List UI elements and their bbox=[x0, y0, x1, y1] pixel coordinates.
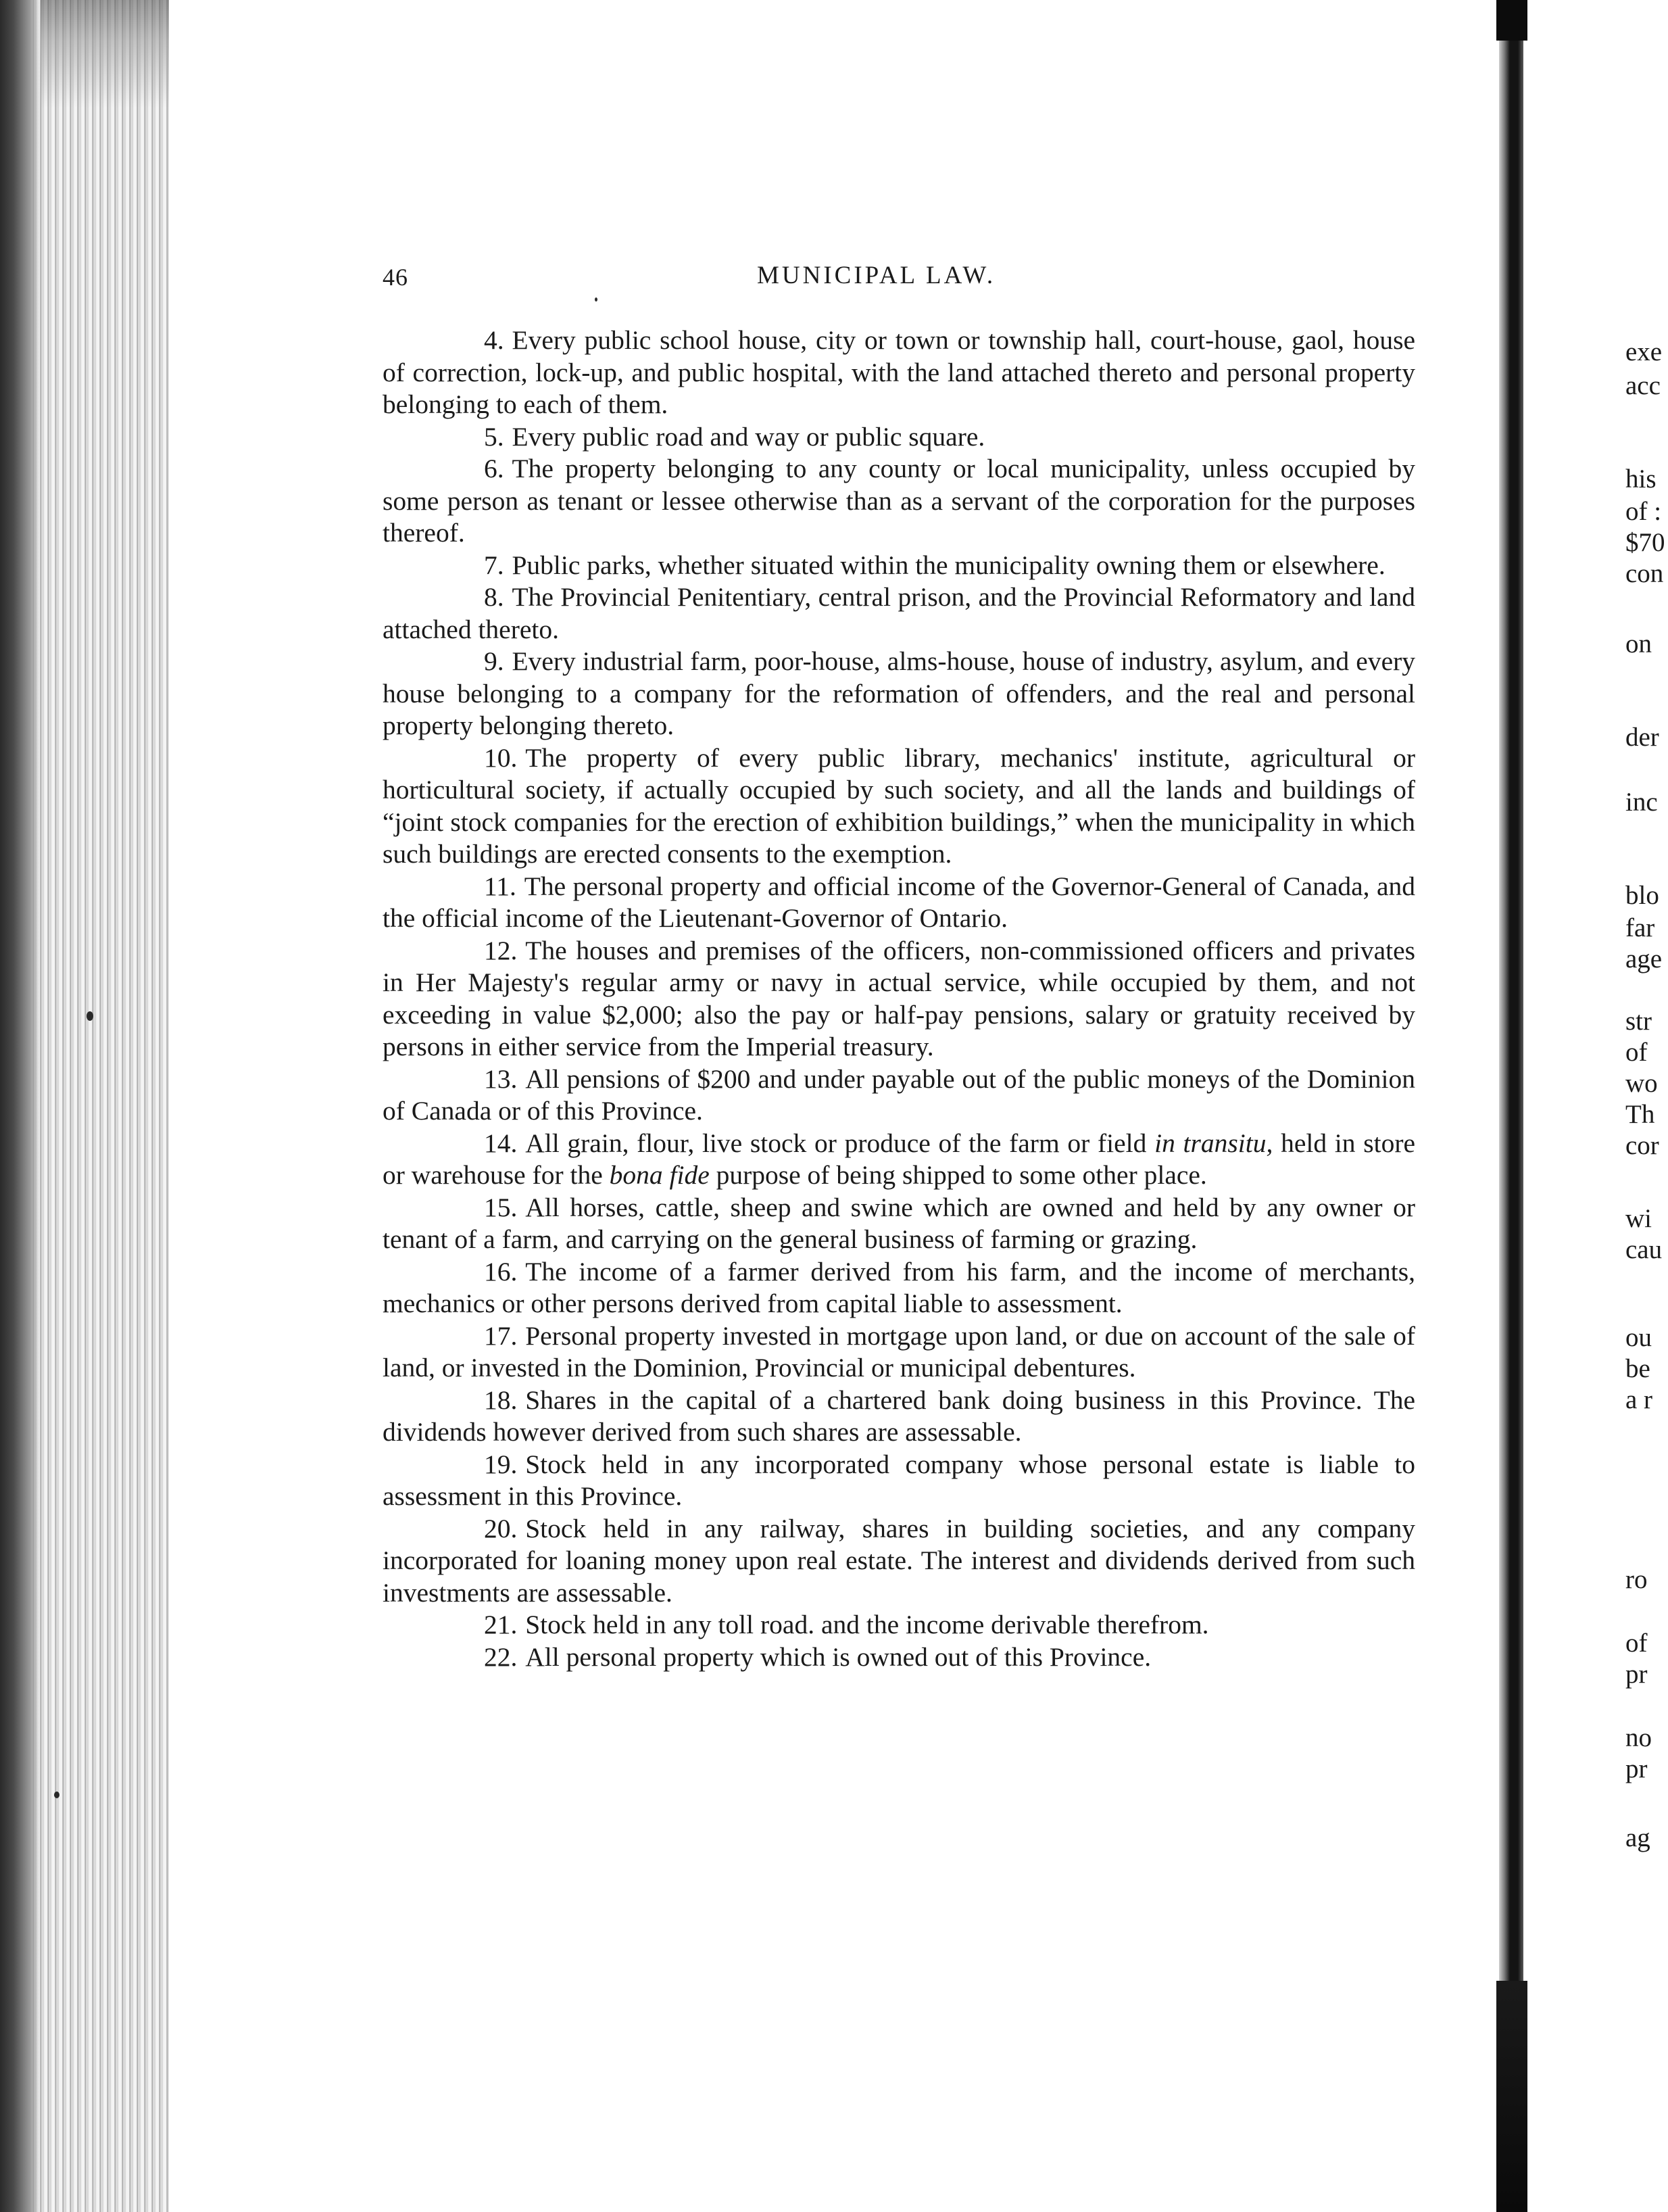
item-number: 21. bbox=[484, 1610, 518, 1639]
item-text: All horses, cattle, sheep and swine which are owned and held by any owner or tenant of a farm, and carrying on the general business of farming or grazing. bbox=[383, 1192, 1415, 1254]
scan-speck bbox=[54, 1792, 59, 1798]
item-text: All pensions of $200 and under payable out of the public moneys of the Dominion of Canada or of this Province. bbox=[383, 1063, 1415, 1126]
facing-page-text: cau bbox=[1625, 1235, 1663, 1264]
exemption-item-4 bbox=[383, 324, 1415, 421]
item-number: 12. bbox=[484, 935, 518, 965]
facing-page-text: exe bbox=[1625, 337, 1663, 366]
facing-page-text: con bbox=[1625, 559, 1664, 588]
item-number: 7. bbox=[484, 550, 504, 580]
gutter-bottom-shadow bbox=[1496, 1981, 1527, 2212]
book-edge-shadow bbox=[0, 0, 41, 2212]
item-text: Stock held in any toll road. and the income derivable therefrom. bbox=[525, 1610, 1209, 1639]
exemption-item-5 bbox=[383, 421, 1415, 454]
facing-page-text: age bbox=[1625, 944, 1663, 973]
facing-page-fragment bbox=[1625, 0, 1668, 2212]
facing-page-text: of bbox=[1625, 1038, 1648, 1067]
book-edge-top-shadow bbox=[41, 0, 169, 108]
exemption-item-14 bbox=[383, 1128, 1415, 1192]
scan-speck bbox=[595, 297, 597, 302]
item-text: All personal property which is owned out of this Province. bbox=[525, 1641, 1152, 1672]
item-text: The houses and premises of the officers, non-commissioned officers and privates in Her Majesty's regular army or navy in actual service, while occupied by them, and not exceeding in value $2,000; also the pay or half-pay pensions, salary or gratuity received by persons in either service from the Imperial treasury. bbox=[383, 935, 1415, 1061]
facing-page-text: pr bbox=[1625, 1754, 1648, 1783]
item-number: 19. bbox=[484, 1449, 518, 1479]
exemption-item-15 bbox=[383, 1192, 1415, 1256]
facing-page-text: far bbox=[1625, 913, 1655, 942]
facing-page-text: on bbox=[1625, 629, 1652, 658]
item-number: 20. bbox=[484, 1513, 518, 1543]
item-text: Personal property invested in mortgage upon land, or due on account of the sale of land, or invested in the Dominion, Provincial or municipal debentures. bbox=[383, 1320, 1415, 1382]
exemption-item-18 bbox=[383, 1385, 1415, 1449]
exemption-item-22 bbox=[383, 1641, 1415, 1674]
facing-page-text: a r bbox=[1625, 1385, 1653, 1414]
item-text: Every industrial farm, poor-house, alms-house, house of industry, asylum, and every house belonging to a company for the reformation of offenders, and the real and personal property belonging thereto. bbox=[383, 646, 1415, 740]
page-number: 46 bbox=[383, 264, 408, 291]
item-number: 11. bbox=[484, 871, 516, 901]
item-number: 18. bbox=[484, 1385, 518, 1415]
item-number: 9. bbox=[484, 646, 504, 676]
item-number: 13. bbox=[484, 1063, 518, 1094]
item-text: Every public road and way or public square. bbox=[512, 421, 985, 452]
exemption-item-7 bbox=[383, 550, 1415, 582]
item-number: 10. bbox=[484, 742, 518, 773]
exemption-item-9 bbox=[383, 646, 1415, 742]
exemption-item-20 bbox=[383, 1513, 1415, 1610]
facing-page-text: wi bbox=[1625, 1204, 1652, 1233]
facing-page-text: of bbox=[1625, 1629, 1648, 1658]
item-italic-text: in transitu, bbox=[1154, 1128, 1273, 1158]
body-text bbox=[383, 324, 1415, 1673]
exemption-item-11 bbox=[383, 871, 1415, 935]
book-gutter bbox=[1499, 0, 1523, 2212]
facing-page-text: ro bbox=[1625, 1565, 1648, 1594]
facing-page-text: blo bbox=[1625, 881, 1659, 910]
item-text: The property belonging to any county or local municipality, unless occupied by some person as tenant or lessee otherwise than as a servant of the corporation for the purposes thereof. bbox=[383, 454, 1415, 548]
item-number: 5. bbox=[484, 421, 504, 452]
item-text: Shares in the capital of a chartered bank doing business in this Province. The dividends however derived from such shares are assessable. bbox=[383, 1385, 1415, 1447]
item-number: 17. bbox=[484, 1320, 518, 1351]
item-number: 4. bbox=[484, 325, 504, 355]
item-number: 6. bbox=[484, 454, 504, 483]
item-text: Stock held in any railway, shares in building societies, and any company incorporated for loaning money upon real estate. The interest and dividends derived from such investments are assessable. bbox=[383, 1513, 1415, 1608]
item-number: 16. bbox=[484, 1256, 518, 1287]
exemption-item-8 bbox=[383, 581, 1415, 646]
item-text: The income of a farmer derived from his farm, and the income of merchants, mechanics or other persons derived from capital liable to assessment. bbox=[383, 1256, 1415, 1318]
facing-page-text: acc bbox=[1625, 371, 1661, 400]
facing-page-text: cor bbox=[1625, 1131, 1659, 1160]
facing-page-text: wo bbox=[1625, 1069, 1658, 1098]
exemption-item-13 bbox=[383, 1063, 1415, 1128]
exemption-item-12 bbox=[383, 935, 1415, 1063]
gutter-top-shadow bbox=[1496, 0, 1527, 41]
scan-speck bbox=[87, 1011, 93, 1021]
facing-page-text: $70 bbox=[1625, 528, 1665, 557]
item-text: held in store or warehouse for the bbox=[383, 1128, 1416, 1190]
item-text: All grain, flour, live stock or produce of the farm or field bbox=[525, 1128, 1147, 1158]
exemption-item-19 bbox=[383, 1449, 1415, 1513]
facing-page-text: no bbox=[1625, 1723, 1652, 1752]
facing-page-text: be bbox=[1625, 1354, 1650, 1383]
item-text: Every public school house, city or town or township hall, court-house, gaol, house of correction, lock-up, and public hospital, with the land attached thereto and personal property belonging to each of them. bbox=[383, 325, 1415, 419]
facing-page-text: ou bbox=[1625, 1323, 1652, 1352]
item-number: 22. bbox=[484, 1641, 518, 1672]
running-head: MUNICIPAL LAW. bbox=[757, 262, 996, 289]
item-number: 14. bbox=[484, 1128, 518, 1158]
item-text: Public parks, whether situated within the municipality owning them or elsewhere. bbox=[512, 550, 1385, 580]
exemption-item-21 bbox=[383, 1609, 1415, 1641]
exemption-item-10 bbox=[383, 742, 1415, 871]
exemption-item-17 bbox=[383, 1320, 1415, 1385]
facing-page-text: str bbox=[1625, 1007, 1652, 1036]
item-number: 8. bbox=[484, 582, 504, 612]
facing-page-text: der bbox=[1625, 723, 1659, 752]
item-text: Stock held in any incorporated company whose personal estate is liable to assessment in this Province. bbox=[383, 1449, 1415, 1511]
facing-page-text: inc bbox=[1625, 788, 1658, 817]
facing-page-text: ag bbox=[1625, 1823, 1650, 1852]
item-text: The personal property and official income of the Governor-General of Canada, and the official income of the Lieutenant-Governor of Ontario. bbox=[383, 871, 1415, 933]
exemption-item-6 bbox=[383, 453, 1415, 550]
item-text: The property of every public library, mechanics' institute, agricultural or horticultural society, if actually occupied by such society, and all the lands and buildings of “joint stock companies for the erection of exhibition buildings,” when the municipality in which such buildings are erected consents to the exemption. bbox=[383, 742, 1415, 869]
item-italic-text: bona fide bbox=[609, 1160, 710, 1190]
exemption-item-16 bbox=[383, 1256, 1415, 1320]
facing-page-text: of : bbox=[1625, 497, 1662, 526]
item-number: 15. bbox=[484, 1192, 518, 1222]
facing-page-text: Th bbox=[1625, 1100, 1655, 1129]
item-text: The Provincial Penitentiary, central prison, and the Provincial Reformatory and land attached thereto. bbox=[383, 582, 1415, 644]
facing-page-text: pr bbox=[1625, 1660, 1648, 1689]
item-text: purpose of being shipped to some other place. bbox=[716, 1160, 1207, 1190]
facing-page-text: his bbox=[1625, 464, 1657, 494]
